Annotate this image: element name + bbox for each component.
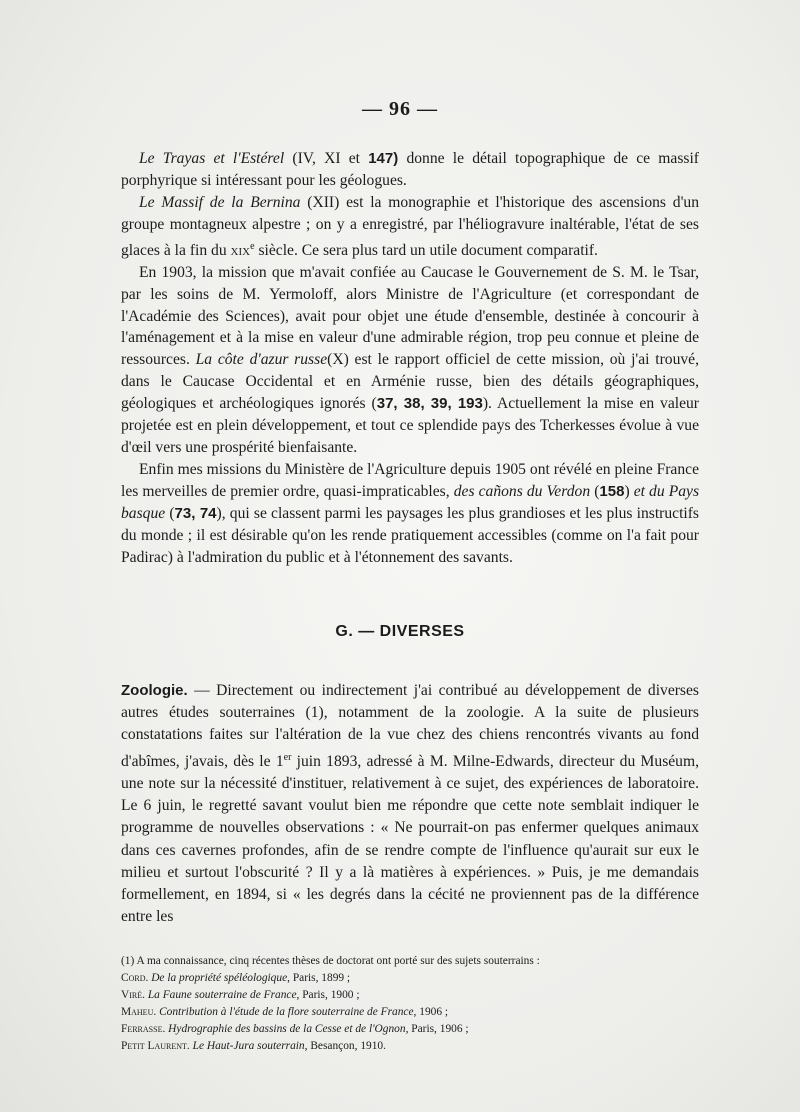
- footnote-item: [121, 970, 699, 987]
- text-span: (X) est le rapport officiel de cette mission, où j'ai trouvé, dans le Caucase Occidental et en Arménie russe, bien des détails géographiques, géologiques et archéologiques ignorés (: [121, 351, 699, 413]
- footnote-item: [121, 1021, 699, 1038]
- century-numeral: xix: [230, 241, 251, 259]
- paragraph-trayas: [121, 148, 699, 192]
- zoology-heading: Zoologie.: [121, 682, 188, 699]
- footnote-intro: (1) A ma connaissance, cinq récentes thèses de doctorat ont porté sur des sujets souterrains :: [121, 955, 540, 967]
- ref-numbers: 73, 74: [174, 504, 217, 522]
- footnote-rest: , Paris, 1900 ;: [296, 989, 360, 1002]
- footnote-title: La Faune souterraine de France: [147, 989, 297, 1002]
- text-span: (: [590, 482, 600, 500]
- footnote-title: Le Haut-Jura souterrain: [192, 1040, 305, 1053]
- text-span: Enfin mes missions du Ministère de l'Agriculture depuis 1905 ont révélé en pleine France les merveilles de premier ordre, quasi-impraticables,: [121, 460, 699, 500]
- footnote-rest: , 1906 ;: [413, 1006, 449, 1019]
- ref-number: 158: [599, 482, 625, 500]
- text-span: ), qui se classent parmi les paysages les plus grandioses et les plus instructifs du monde ; il est désirable qu'on les rende pratiquement accessibles (comme on l'a fait pour Padirac) à l'admiration du public et à l'étonnement des savants.: [121, 504, 699, 566]
- ref-number: 147): [368, 150, 399, 167]
- title-trayas: Le Trayas et l'Estérel: [139, 150, 285, 167]
- text-span: (XII) est la monographie et l'historique des ascensions d'un groupe montagneux alpestre ; on y a enregistré, par l'héliogravure inaltérable, l'état de ses glaces à la fin du: [121, 193, 699, 259]
- superscript: er: [283, 751, 292, 763]
- title-canons-verdon: des cañons du Verdon: [453, 482, 591, 500]
- text-span: ). Actuellement la mise en valeur projetée est en plein développement, et tout ce splendide pays des Tcherkesses évolue à vue d'œil vers une prospérité bienfaisante.: [121, 395, 699, 456]
- text-span: donne le détail topographique de ce massif porphyrique si intéressant pour les géologues.: [121, 150, 699, 189]
- footnote-author: Viré.: [121, 989, 145, 1002]
- text-span: — Directement ou indirectement j'ai contribué au développement de diverses autres études souterraines (1), notamment de la zoologie. A la suite de plusieurs constatations faites sur l'altération de la vue chez des chiens rencontrés vivants au fond d'abîmes, j'avais, dès le 1: [121, 682, 699, 770]
- footnotes: [121, 953, 699, 1056]
- footnote-title: Hydrographie des bassins de la Cesse et de l'Ognon: [168, 1023, 406, 1036]
- section-title: G. — DIVERSES: [335, 623, 465, 640]
- zoology-section: [121, 680, 699, 928]
- footnote-rest: , Paris, 1899 ;: [287, 972, 351, 985]
- title-bernina: Le Massif de la Bernina: [139, 193, 301, 211]
- footnote-author: Maheu.: [121, 1006, 157, 1019]
- text-span: juin 1893, adressé à M. Milne-Edwards, directeur du Muséum, une note sur la nécessité d'instituer, relativement à ce sujet, des expériences de laboratoire. Le 6 juin, le regretté savant voulut bien me répondre que cette note semblait indiquer le programme de nouvelles observations : « Ne pourrait-on pas enfermer quelques animaux dans ces cavernes profondes, afin de se rendre compte de l'influence qu'aurait sur eux le milieu et surtout l'obscurité ? Il y a là matières à expériences. » Puis, je me demandais formellement, en 1894, si « les degrés dans la cécité ne proviennent pas de la différence entre les: [121, 752, 700, 926]
- footnote-author: Petit Laurent.: [121, 1040, 190, 1053]
- title-cote-azur-russe: La côte d'azur russe: [195, 351, 328, 369]
- text-span: ): [624, 482, 634, 500]
- text-span: siècle. Ce sera plus tard un utile document comparatif.: [254, 241, 598, 259]
- footnote-rest: , Paris, 1906 ;: [405, 1023, 469, 1036]
- text-span: En 1903, la mission que m'avait confiée au Caucase le Gouvernement de S. M. le Tsar, par les soins de M. Yermoloff, alors Ministre de l'Agriculture (et correspondant de l'Académie des Sciences), avait pour objet une étude d'ensemble, destinée à concourir à l'aménagement et à la mise en valeur d'une admirable région, trop peu connue et pleine de ressources.: [121, 263, 699, 369]
- paragraph-zoology: [121, 680, 699, 928]
- superscript: e: [250, 240, 255, 252]
- footnote-title: Contribution à l'étude de la flore souterraine de France: [159, 1006, 414, 1019]
- paragraph-caucase: [121, 262, 699, 459]
- footnote-title: De la propriété spéléologique: [151, 972, 288, 985]
- footnote-author: Cord.: [121, 972, 149, 985]
- paragraph-verdon: [121, 459, 699, 569]
- footnote-item: [121, 1038, 699, 1055]
- title-pays-basque: et du Pays basque: [121, 482, 700, 522]
- footnote-item: [121, 1004, 699, 1021]
- text-span: (IV, XI et: [284, 150, 369, 167]
- footnote-item: [121, 987, 699, 1004]
- paragraph-bernina: [121, 192, 699, 262]
- footnote-author: Ferrasse.: [121, 1023, 166, 1036]
- text-span: (: [165, 504, 175, 522]
- page-number: — 96 —: [362, 98, 438, 120]
- ref-numbers: 37, 38, 39, 193: [376, 395, 483, 413]
- footnote-rest: , Besançon, 1910.: [304, 1040, 386, 1053]
- main-text: [121, 148, 699, 568]
